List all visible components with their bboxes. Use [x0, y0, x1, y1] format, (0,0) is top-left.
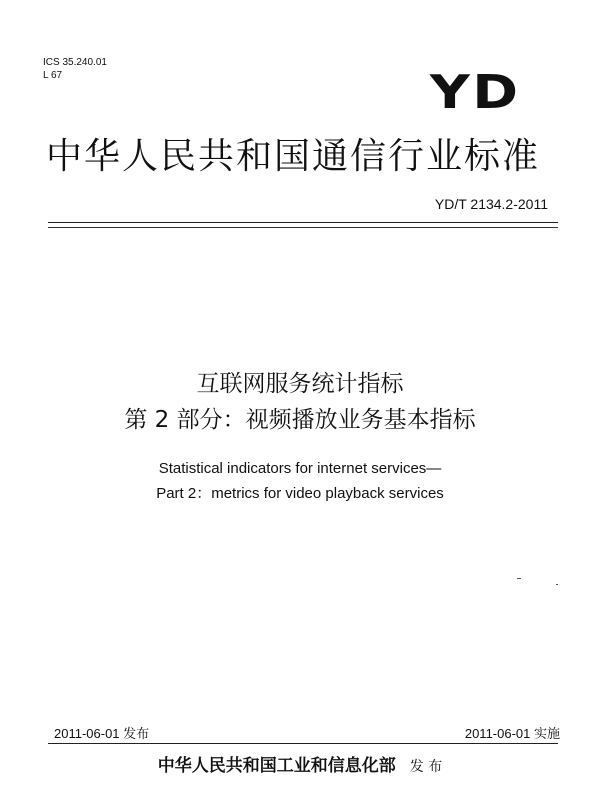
document-title-block — [0, 366, 600, 506]
header-divider-thin — [48, 227, 558, 228]
title-en-line2: Part 2：metrics for video playback services — [156, 485, 444, 502]
ccs-code: L 67 — [43, 70, 63, 81]
yd-logo: YD — [429, 65, 520, 119]
ics-code: ICS 35.240.01 — [43, 57, 107, 68]
scan-speck — [556, 584, 558, 585]
publish-date: 2011-06-01 发布 — [54, 726, 150, 741]
issue-word: 发 布 — [409, 759, 443, 775]
title-cn-line2: 第 2 部分：视频播放业务基本指标 — [124, 407, 476, 433]
scan-speck — [517, 578, 521, 579]
title-en-line1: Statistical indicators for internet services— — [158, 460, 442, 477]
title-cn-line1: 互联网服务统计指标 — [196, 371, 404, 397]
footer-divider — [48, 743, 558, 744]
standard-number: YD/T 2134.2-2011 — [434, 196, 548, 212]
issuer-name: 中华人民共和国工业和信息化部 — [157, 756, 396, 776]
header-divider — [48, 222, 558, 223]
issuing-authority — [0, 751, 600, 776]
classification-codes — [43, 56, 107, 82]
implement-date: 2011-06-01 实施 — [464, 726, 560, 741]
standard-category-title: 中华人民共和国通信行业标准 — [46, 136, 541, 177]
